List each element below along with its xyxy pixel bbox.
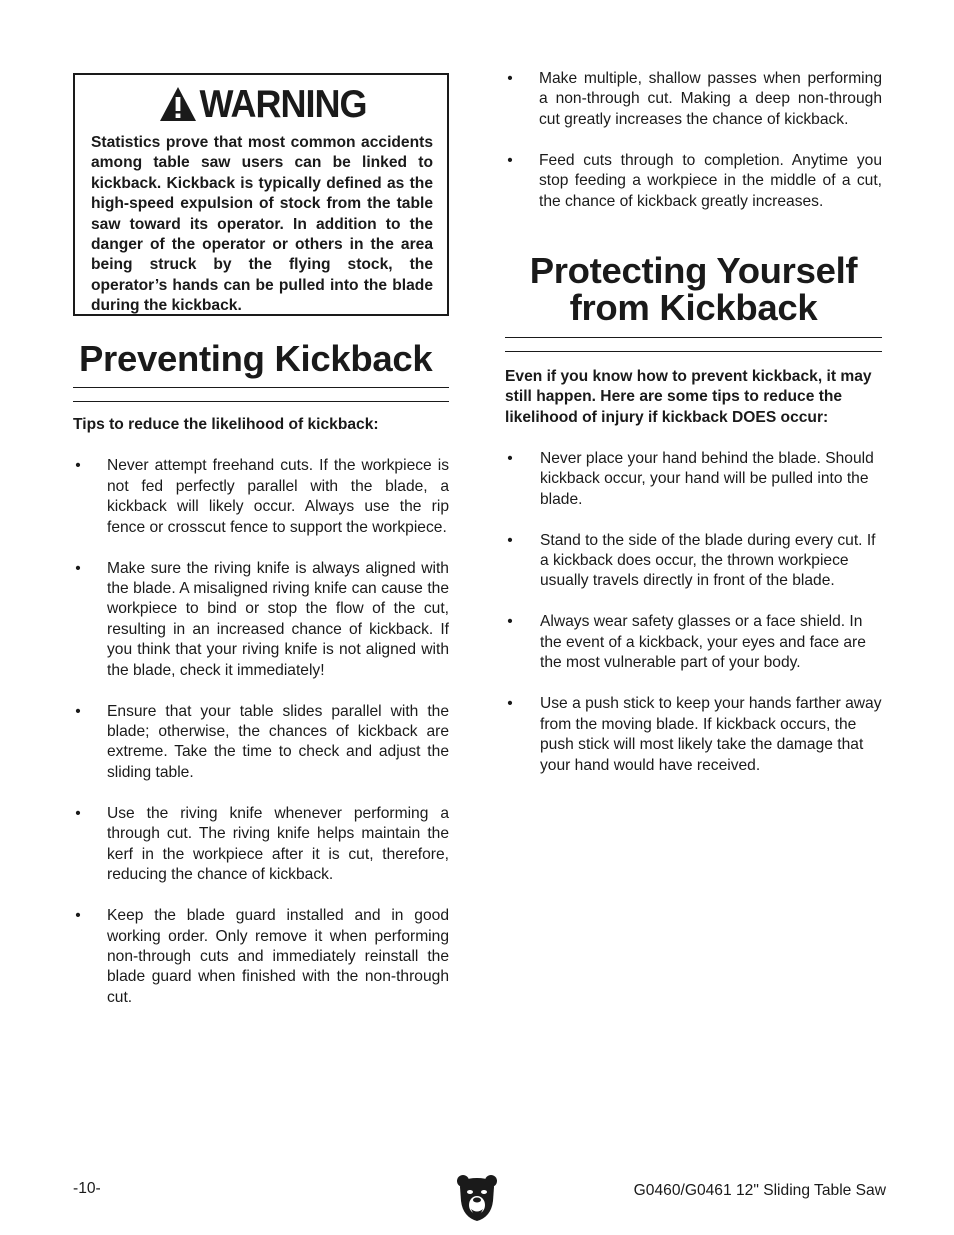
bullet-icon: • xyxy=(507,449,513,467)
protecting-bullet-list xyxy=(505,449,882,776)
preventing-intro: Tips to reduce the likelihood of kickback: xyxy=(73,416,379,433)
title-rule xyxy=(73,387,449,388)
preventing-bullet-list xyxy=(73,456,449,1008)
bullet-icon: • xyxy=(75,457,81,475)
warning-triangle-icon xyxy=(158,85,198,123)
bullet-icon: • xyxy=(507,531,513,549)
bullet-text: Always wear safety glasses or a face shield. In the event of a kickback, your eyes and face are the most vulnerable part of your body. xyxy=(540,613,866,672)
bullet-icon: • xyxy=(507,695,513,713)
bullet-icon: • xyxy=(75,804,81,822)
bullet-text: Use the riving knife whenever performing a through cut. The riving knife helps maintain the kerf in the workpiece after it is cut, therefore, reducing the chance of kickback. xyxy=(107,804,449,884)
model-name: G0460/G0461 12" Sliding Table Saw xyxy=(633,1182,886,1199)
bullet-text: Never attempt freehand cuts. If the workpiece is not fed perfectly parallel with the blade, a kickback will likely occur. Always use the rip fence or crosscut fence to support the workpiece. xyxy=(107,457,449,536)
list-item xyxy=(505,694,882,776)
bullet-text: Keep the blade guard installed and in good working order. Only remove it when performing non-through cuts and immediately reinstall the blade guard when finished with the non-through cut. xyxy=(107,907,449,1006)
right-column xyxy=(505,69,882,776)
bullet-icon: • xyxy=(75,702,81,720)
bullet-text: Never place your hand behind the blade. Should kickback occur, your hand will be pulled into the blade. xyxy=(540,449,874,508)
warning-text: Statistics prove that most common accidents among table saw users can be linked to kickback. Kickback is typically defined as the high-speed expulsion of stock from the table saw toward its operator. In addition to the danger of the operator or others in the area being struck by the flying stock, the operator’s hands can be pulled into the blade during the kickback. xyxy=(91,134,433,315)
list-item xyxy=(505,449,882,510)
protecting-title-line2: from Kickback xyxy=(569,287,818,329)
list-item xyxy=(73,804,449,886)
title-rule xyxy=(505,337,882,338)
bullet-text: Ensure that your table slides parallel with the blade; otherwise, the chances of kickback are extreme. Take the time to check and adjust the sliding table. xyxy=(107,702,449,781)
list-item xyxy=(73,559,449,681)
bullet-icon: • xyxy=(75,907,81,925)
list-item xyxy=(505,531,882,592)
protecting-title xyxy=(505,250,882,329)
protecting-intro: Even if you know how to prevent kickback, it may still happen. Here are some tips to reduce the likelihood of injury if kickback DOES occur: xyxy=(505,368,872,426)
list-item xyxy=(73,906,449,1008)
bullet-icon: • xyxy=(507,151,513,169)
bullet-text: Stand to the side of the blade during every cut. If a kickback does occur, the thrown workpiece usually travels directly in front of the blade. xyxy=(540,531,876,590)
bullet-icon: • xyxy=(507,613,513,631)
list-item xyxy=(505,69,882,130)
list-item xyxy=(73,456,449,538)
preventing-kickback-title: Preventing Kickback xyxy=(79,338,433,379)
list-item xyxy=(505,612,882,673)
preventing-continued-list xyxy=(505,69,882,212)
warning-box xyxy=(73,73,449,316)
protecting-title-line1: Protecting Yourself xyxy=(529,250,858,292)
bullet-text: Use a push stick to keep your hands farther away from the moving blade. If kickback occurs, the push stick will most likely take the damage that your hand would have received. xyxy=(540,695,882,774)
list-item xyxy=(505,151,882,212)
warning-header xyxy=(91,83,433,125)
list-item xyxy=(73,702,449,784)
page-number: -10- xyxy=(73,1180,101,1197)
bullet-icon: • xyxy=(507,70,513,87)
bullet-icon: • xyxy=(75,559,81,577)
title-rule xyxy=(73,401,449,402)
bear-logo-icon xyxy=(456,1173,498,1223)
bullet-text: Feed cuts through to completion. Anytime you stop feeding a workpiece in the middle of a cut, the chance of kickback greatly increases. xyxy=(539,151,882,210)
title-rule xyxy=(505,351,882,352)
left-column xyxy=(73,73,449,1008)
bullet-text: Make sure the riving knife is always aligned with the blade. A misaligned riving knife can cause the workpiece to bind or stop the flow of the cut, resulting in an increased chance of kickback. If you think that your riving knife is not aligned with the blade, check it immediately! xyxy=(107,559,449,679)
warning-label: WARNING xyxy=(199,81,367,126)
bullet-text: Make multiple, shallow passes when performing a non-through cut. Making a deep non-through cut greatly increases the chance of kickback. xyxy=(539,70,882,128)
